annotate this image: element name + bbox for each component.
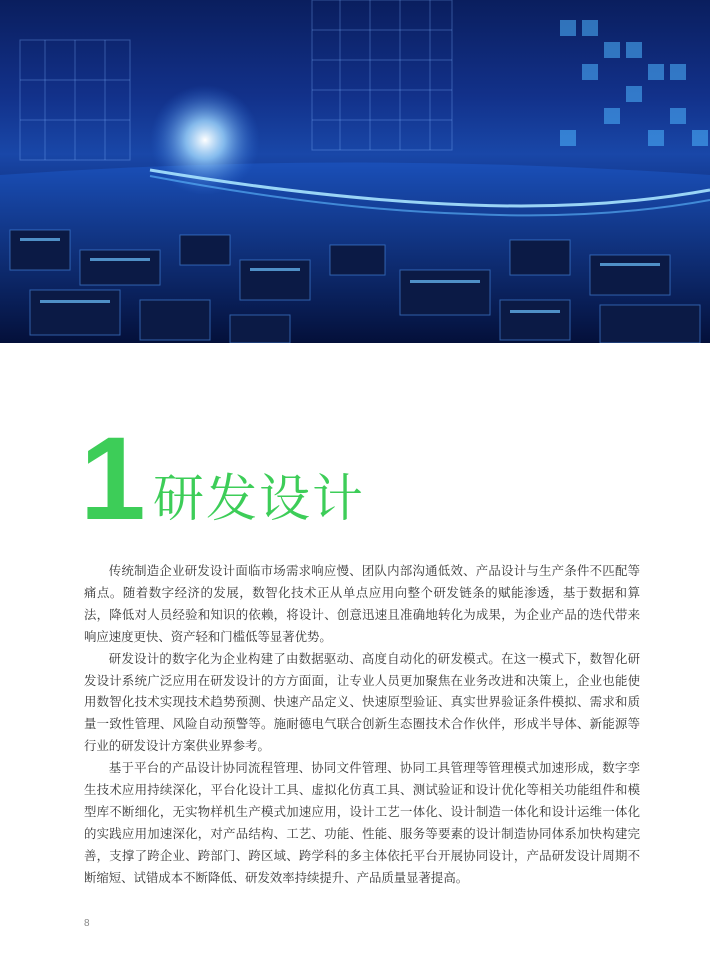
paragraph: 研发设计的数字化为企业构建了由数据驱动、高度自动化的研发模式。在这一模式下，数智化研发设计系统广泛应用在研发设计的方方面面，让专业人员更加聚焦在业务改进和决策上，企业也能使用数智化技术实现技术趋势预测、快速产品定义、快速原型验证、真实世界验证条件模拟、需求和质量一致性管理、风险自动预警等。施耐德电气联合创新生态圈技术合作伙伴，形成半导体、新能源等行业的研发设计方案供业界参考。: [84, 650, 640, 754]
body-text: [84, 560, 640, 889]
paragraph: 传统制造企业研发设计面临市场需求响应慢、团队内部沟通低效、产品设计与生产条件不匹配等痛点。随着数字经济的发展，数智化技术正从单点应用向整个研发链条的赋能渗透，基于数据和算法，降低对人员经验和知识的依赖，将设计、创意迅速且准确地转化为成果，为企业产品的迭代带来响应速度更快、资产轻和门槛低等显著优势。: [84, 563, 640, 644]
hero-image: [0, 0, 710, 343]
paragraph: 基于平台的产品设计协同流程管理、协同文件管理、协同工具管理等管理模式加速形成，数字孪生技术应用持续深化，平台化设计工具、虚拟化仿真工具、测试验证和设计优化等相关功能组件和模型库不断细化，无实物样机生产模式加速应用，设计工艺一体化、设计制造一体化和设计运维一体化的实践应用加速深化，对产品结构、工艺、功能、性能、服务等要素的设计制造协同体系加快构建完善，支撑了跨企业、跨部门、跨区域、跨学科的多主体依托平台开展协同设计，产品研发设计周期不断缩短、试错成本不断降低、研发效率持续提升、产品质量显著提高。: [84, 760, 640, 885]
circuit-city-illustration: [0, 0, 710, 343]
chapter-title: 研发设计: [153, 470, 366, 529]
page-number: 8: [84, 918, 90, 929]
chapter-number: 1: [80, 413, 142, 545]
